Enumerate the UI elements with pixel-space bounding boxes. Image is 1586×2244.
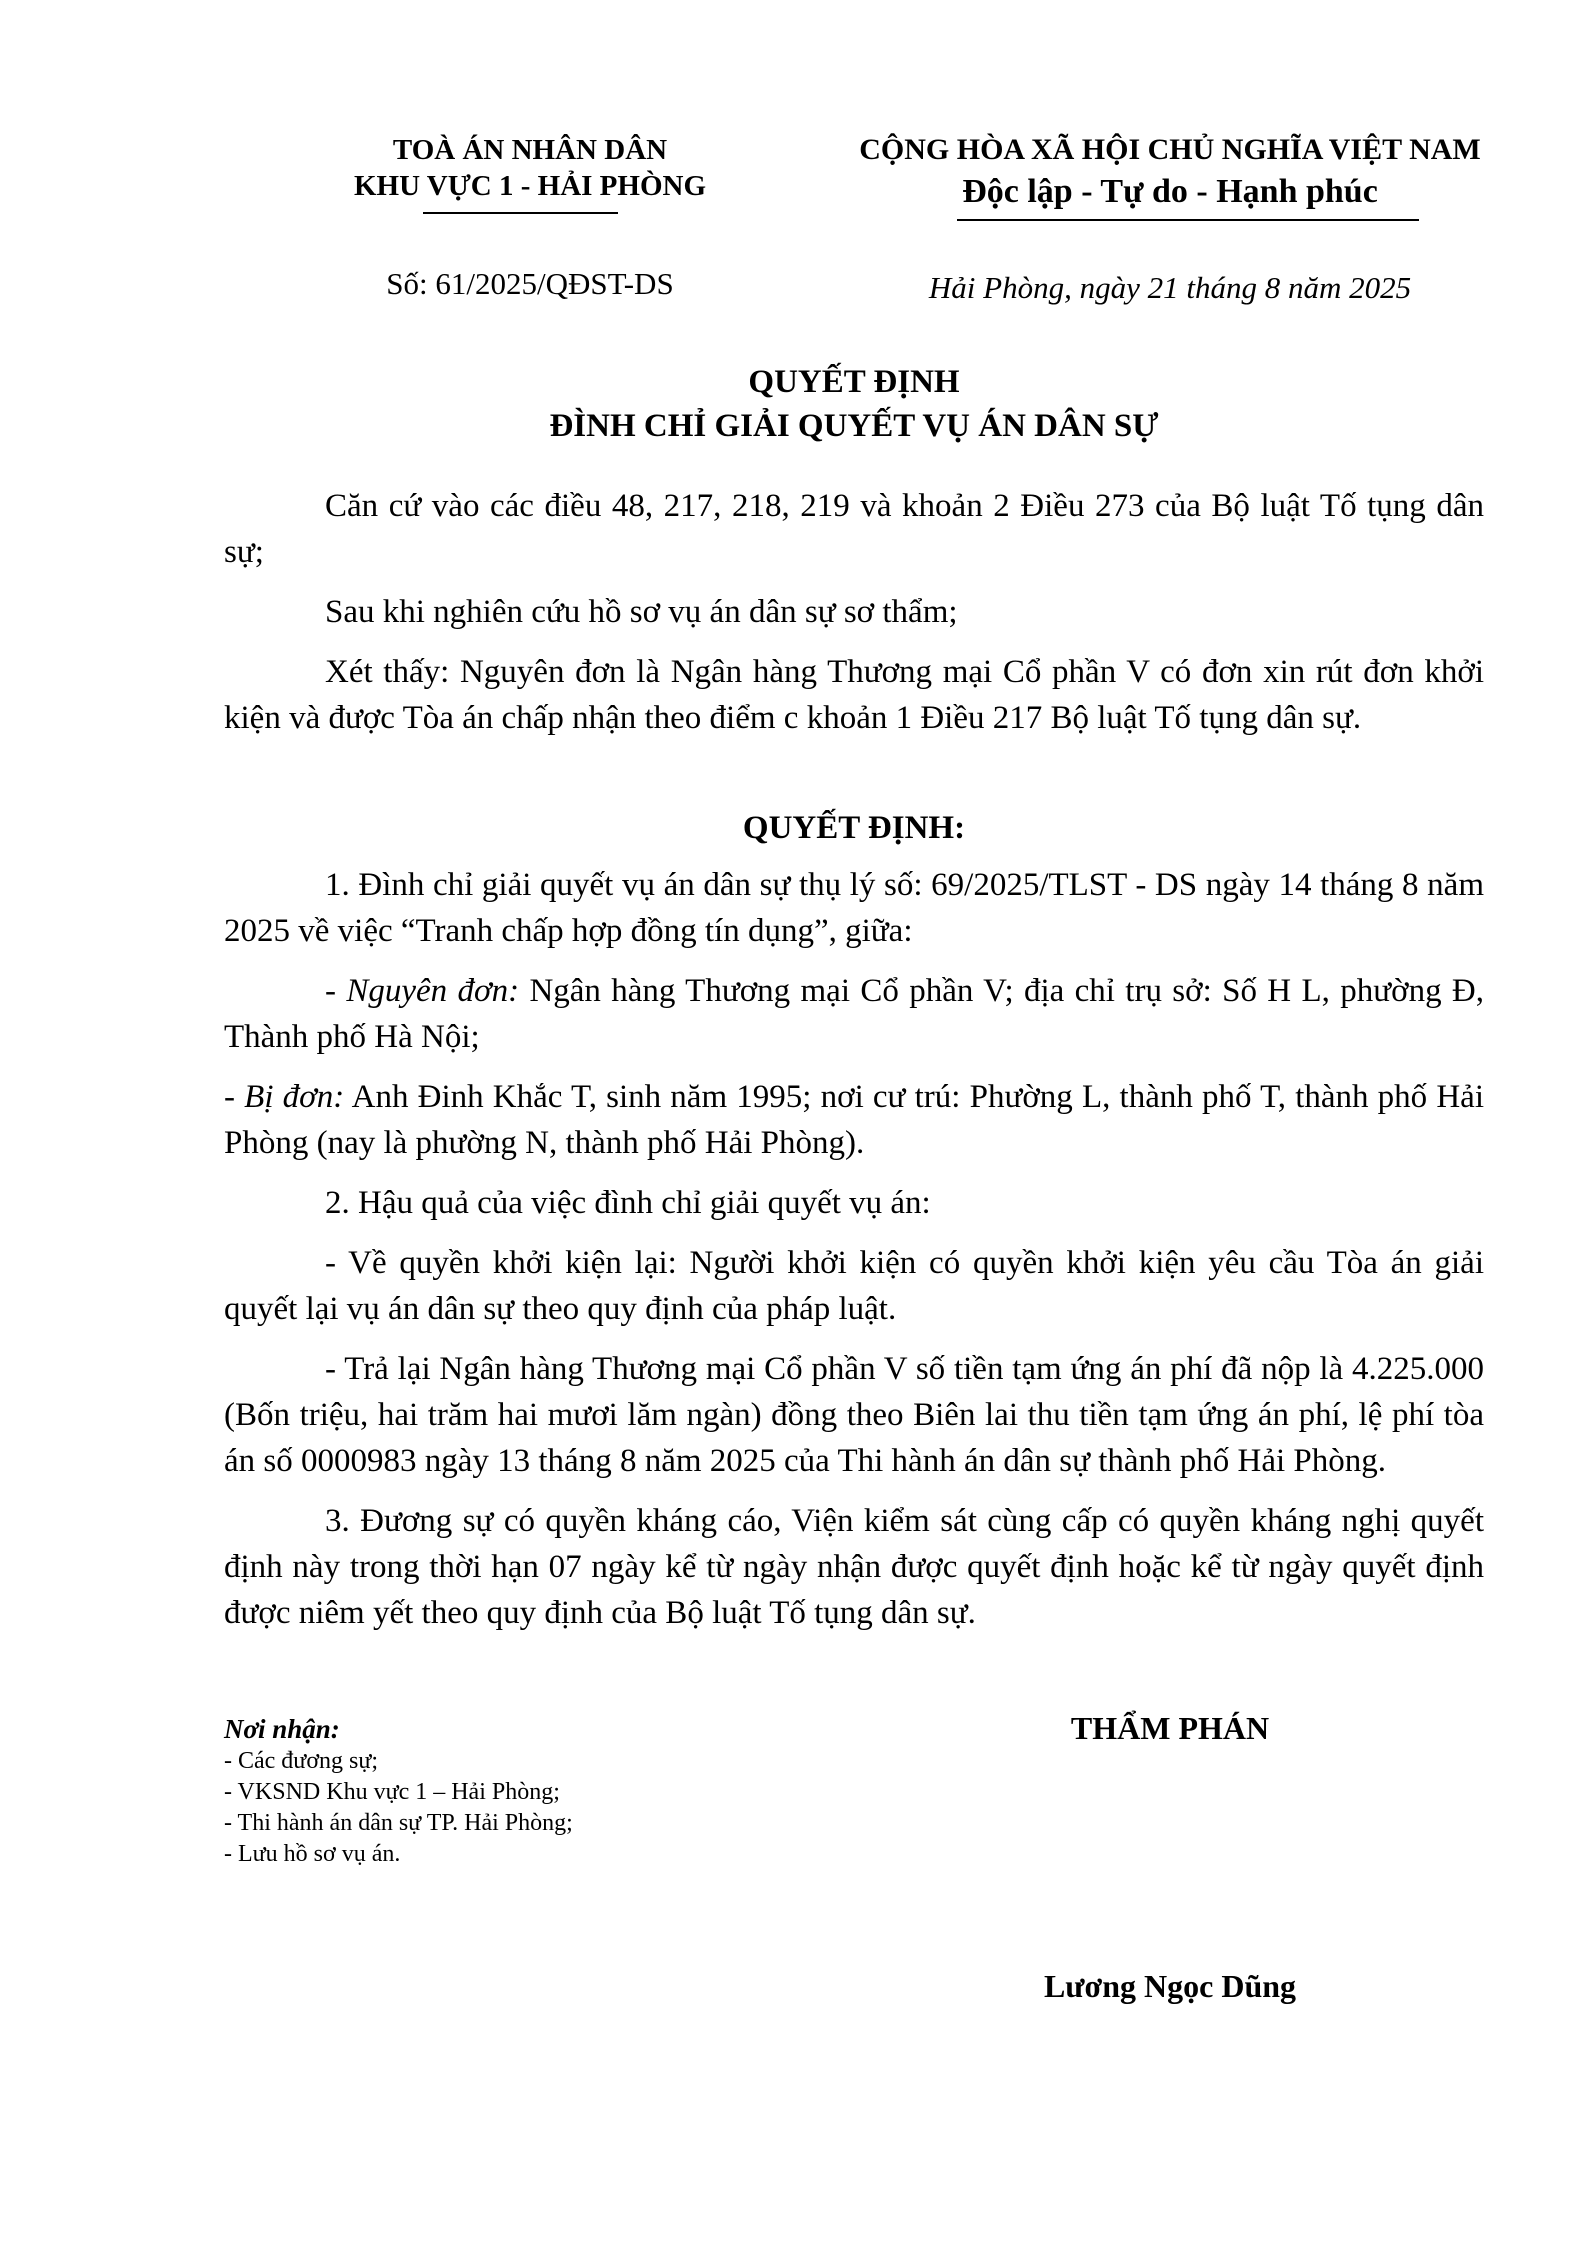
decision-body [224, 862, 1484, 1636]
preamble-review: Sau khi nghiên cứu hồ sơ vụ án dân sự sơ thẩm; [325, 594, 958, 630]
motto-underline [957, 219, 1419, 221]
document-title [224, 360, 1484, 448]
national-motto-block [810, 130, 1530, 214]
preamble-finding: Xét thấy: Nguyên đơn là Ngân hàng Thương mại Cổ phần V có đơn xin rút đơn khởi kiện và được Tòa án chấp nhận theo điểm c khoản 1 Điều 217 Bộ luật Tố tụng dân sự. [224, 654, 1484, 736]
court-name-line2: KHU VỰC 1 - HẢI PHÒNG [353, 170, 707, 202]
decision-item-2b: - Trả lại Ngân hàng Thương mại Cổ phần V số tiền tạm ứng án phí đã nộp là 4.225.000 (Bốn triệu, hai trăm hai mươi lăm ngàn) đồng theo Biên lai thu tiền tạm ứng án phí, lệ phí tòa án số 0000983 ngày 13 tháng 8 năm 2025 của Thi hành án dân sự thành phố Hải Phòng. [224, 1351, 1484, 1479]
decision-item-1: 1. Đình chỉ giải quyết vụ án dân sự thụ lý số: 69/2025/TLST - DS ngày 14 tháng 8 năm 2025 về việc “Tranh chấp hợp đồng tín dụng”, giữa: [224, 867, 1484, 949]
motto: Độc lập - Tự do - Hạnh phúc [962, 173, 1378, 210]
signer-name: Lương Ngọc Dũng [1043, 1968, 1297, 2004]
title-line2: ĐÌNH CHỈ GIẢI QUYẾT VỤ ÁN DÂN SỰ [549, 408, 1159, 444]
court-underline [423, 212, 618, 214]
decision-heading: QUYẾT ĐỊNH: [742, 810, 966, 846]
decision-item-2: 2. Hậu quả của việc đình chỉ giải quyết vụ án: [325, 1185, 931, 1221]
plaintiff-label: Nguyên đơn: [346, 973, 520, 1009]
preamble [224, 483, 1484, 741]
plaintiff-text: Ngân hàng Thương mại Cổ phần V; địa chỉ trụ sở: Số H L, phường Đ, Thành phố Hà Nội; [224, 973, 1485, 1055]
recipients-block [224, 1712, 924, 1870]
place-and-date: Hải Phòng, ngày 21 tháng 8 năm 2025 [928, 270, 1412, 305]
decision-item-2a: - Về quyền khởi kiện lại: Người khởi kiện có quyền khởi kiện yêu cầu Tòa án giải quyết lại vụ án dân sự theo quy định của pháp luật. [224, 1245, 1484, 1327]
preamble-legal-basis: Căn cứ vào các điều 48, 217, 218, 219 và khoản 2 Điều 273 của Bộ luật Tố tụng dân sự; [224, 488, 1484, 570]
defendant-paragraph: - Bị đơn: Anh Đinh Khắc T, sinh năm 1995; nơi cư trú: Phường L, thành phố T, thành phố Hải Phòng (nay là phường N, thành phố Hải Phòng). [224, 1079, 1484, 1161]
recipient-item: - VKSND Khu vực 1 – Hải Phòng; [224, 1779, 560, 1805]
document-number: Số: 61/2025/QĐST-DS [386, 266, 674, 301]
recipient-item: - Các đương sự; [224, 1748, 379, 1774]
decision-item-3: 3. Đương sự có quyền kháng cáo, Viện kiểm sát cùng cấp có quyền kháng nghị quyết định này trong thời hạn 07 ngày kể từ ngày nhận được quyết định hoặc kể từ ngày quyết định được niêm yết theo quy định của Bộ luật Tố tụng dân sự. [224, 1503, 1484, 1631]
title-line1: QUYẾT ĐỊNH [748, 364, 960, 400]
signer-role: THẨM PHÁN [1070, 1710, 1270, 1746]
recipients-title: Nơi nhận: [224, 1714, 340, 1744]
recipient-item: - Lưu hồ sơ vụ án. [224, 1841, 401, 1867]
defendant-text: Anh Đinh Khắc T, sinh năm 1995; nơi cư trú: Phường L, thành phố T, thành phố Hải Phòng (nay là phường N, thành phố Hải Phòng). [224, 1079, 1484, 1161]
defendant-label: Bị đơn: [244, 1079, 345, 1115]
plaintiff-paragraph: - Nguyên đơn: Ngân hàng Thương mại Cổ phần V; địa chỉ trụ sở: Số H L, phường Đ, Thành phố Hà Nội; [224, 973, 1485, 1055]
court-name-block [250, 130, 810, 206]
nation-name: CỘNG HÒA XÃ HỘI CHỦ NGHĨA VIỆT NAM [859, 133, 1481, 166]
court-name-line1: TOÀ ÁN NHÂN DÂN [392, 134, 668, 166]
recipient-item: - Thi hành án dân sự TP. Hải Phòng; [224, 1810, 573, 1836]
